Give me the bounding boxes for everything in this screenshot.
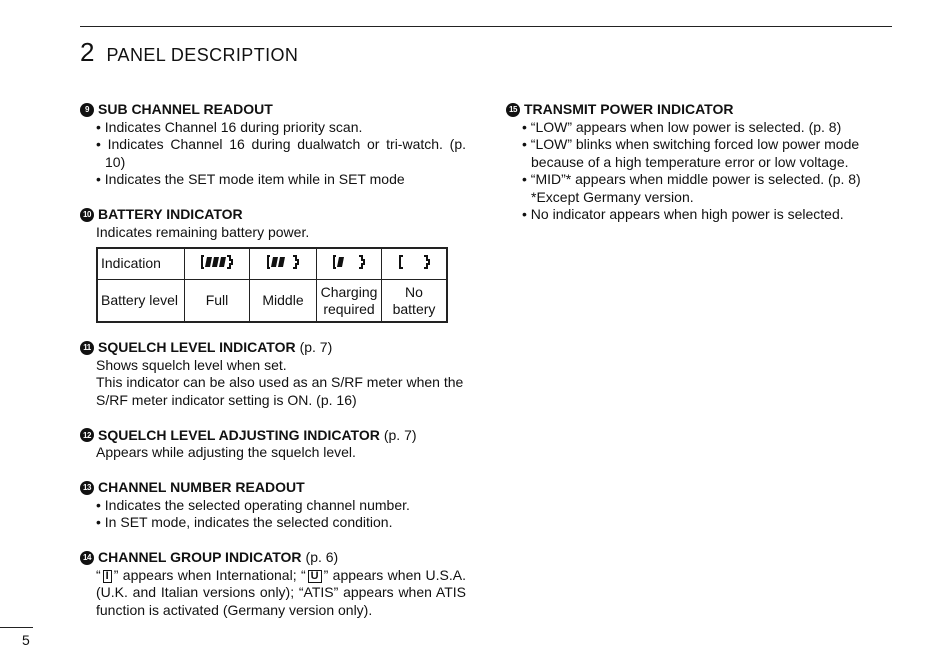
list-item: • Indicates the SET mode item while in SET mode	[96, 171, 405, 187]
table-cell: Middle	[250, 280, 317, 323]
footer-rule	[0, 627, 33, 628]
table-cell: Full	[185, 280, 250, 323]
page-reference: (p. 7)	[383, 426, 417, 443]
list-item: • Indicates Channel 16 during dualwatch or tri-watch. (p. 10)	[96, 136, 466, 170]
list-item: • No indicator appears when high power is selected.	[522, 206, 844, 222]
left-column	[80, 101, 466, 637]
battery-full-icon	[200, 254, 234, 270]
section-transmit-power-indicator	[506, 101, 892, 224]
section-text: Appears while adjusting the squelch level.	[96, 444, 356, 460]
table-cell: Battery level	[97, 280, 185, 323]
list-item: • “LOW” blinks when switching forced low power mode because of a high temperature error or low voltage.	[522, 136, 860, 170]
section-title: SQUELCH LEVEL INDICATOR	[98, 339, 296, 355]
section-title: TRANSMIT POWER INDICATOR	[524, 101, 734, 117]
item-number-badge: 14	[80, 551, 94, 565]
section-squelch-adjusting-indicator	[80, 427, 466, 462]
table-cell: Indication	[97, 248, 185, 280]
list-item: • Indicates the selected operating channel number.	[96, 496, 410, 513]
item-number-badge: 11	[80, 341, 94, 355]
page-reference: (p. 7)	[299, 339, 333, 355]
right-column	[506, 101, 892, 241]
item-number-badge: 13	[80, 481, 94, 495]
international-indicator-icon: I	[103, 570, 112, 583]
item-number-badge: 15	[506, 103, 520, 117]
page-number: 5	[22, 632, 30, 648]
battery-table	[96, 247, 448, 323]
section-title: CHANNEL NUMBER READOUT	[98, 479, 305, 495]
item-number-badge: 10	[80, 208, 94, 222]
battery-low-icon	[332, 254, 366, 270]
list-item: • Indicates Channel 16 during priority scan.	[96, 118, 363, 135]
section-sub-channel-readout	[80, 101, 466, 189]
section-text: Shows squelch level when set.	[96, 356, 287, 373]
usa-indicator-icon: U	[308, 570, 322, 583]
section-channel-group-indicator	[80, 549, 466, 619]
section-battery-indicator	[80, 206, 466, 323]
item-number-badge: 12	[80, 428, 94, 442]
battery-middle-icon	[266, 254, 300, 270]
section-title: SUB CHANNEL READOUT	[98, 101, 273, 117]
page-reference: (p. 6)	[305, 549, 339, 565]
section-text: “ I ” appears when International; “ U ” appears when U.S.A. (U.K. and Italian versions only); “ATIS” appears when ATIS function is activated (Germany version only).	[96, 566, 466, 618]
list-item: • “MID”* appears when middle power is selected. (p. 8) *Except Germany version.	[522, 171, 861, 205]
section-text: Indicates remaining battery power.	[96, 223, 310, 240]
list-item: • In SET mode, indicates the selected condition.	[96, 514, 393, 530]
section-squelch-level-indicator	[80, 339, 466, 409]
chapter-title: PANEL DESCRIPTION	[106, 45, 299, 65]
section-channel-number-readout	[80, 479, 466, 532]
section-title: CHANNEL GROUP INDICATOR	[98, 549, 302, 565]
table-cell: No battery	[382, 280, 448, 323]
section-title: SQUELCH LEVEL ADJUSTING INDICATOR	[98, 426, 380, 443]
chapter-number: 2	[80, 37, 95, 67]
battery-empty-icon	[397, 254, 431, 270]
list-item: • “LOW” appears when low power is selected. (p. 8)	[522, 118, 842, 135]
section-text: This indicator can be also used as an S/RF meter when the S/RF meter indicator setting is ON. (p. 16)	[96, 374, 464, 408]
section-title: BATTERY INDICATOR	[98, 206, 243, 222]
top-rule	[80, 26, 892, 27]
item-number-badge: 9	[80, 103, 94, 117]
page-header	[80, 37, 298, 68]
table-cell: Charging required	[317, 280, 382, 323]
